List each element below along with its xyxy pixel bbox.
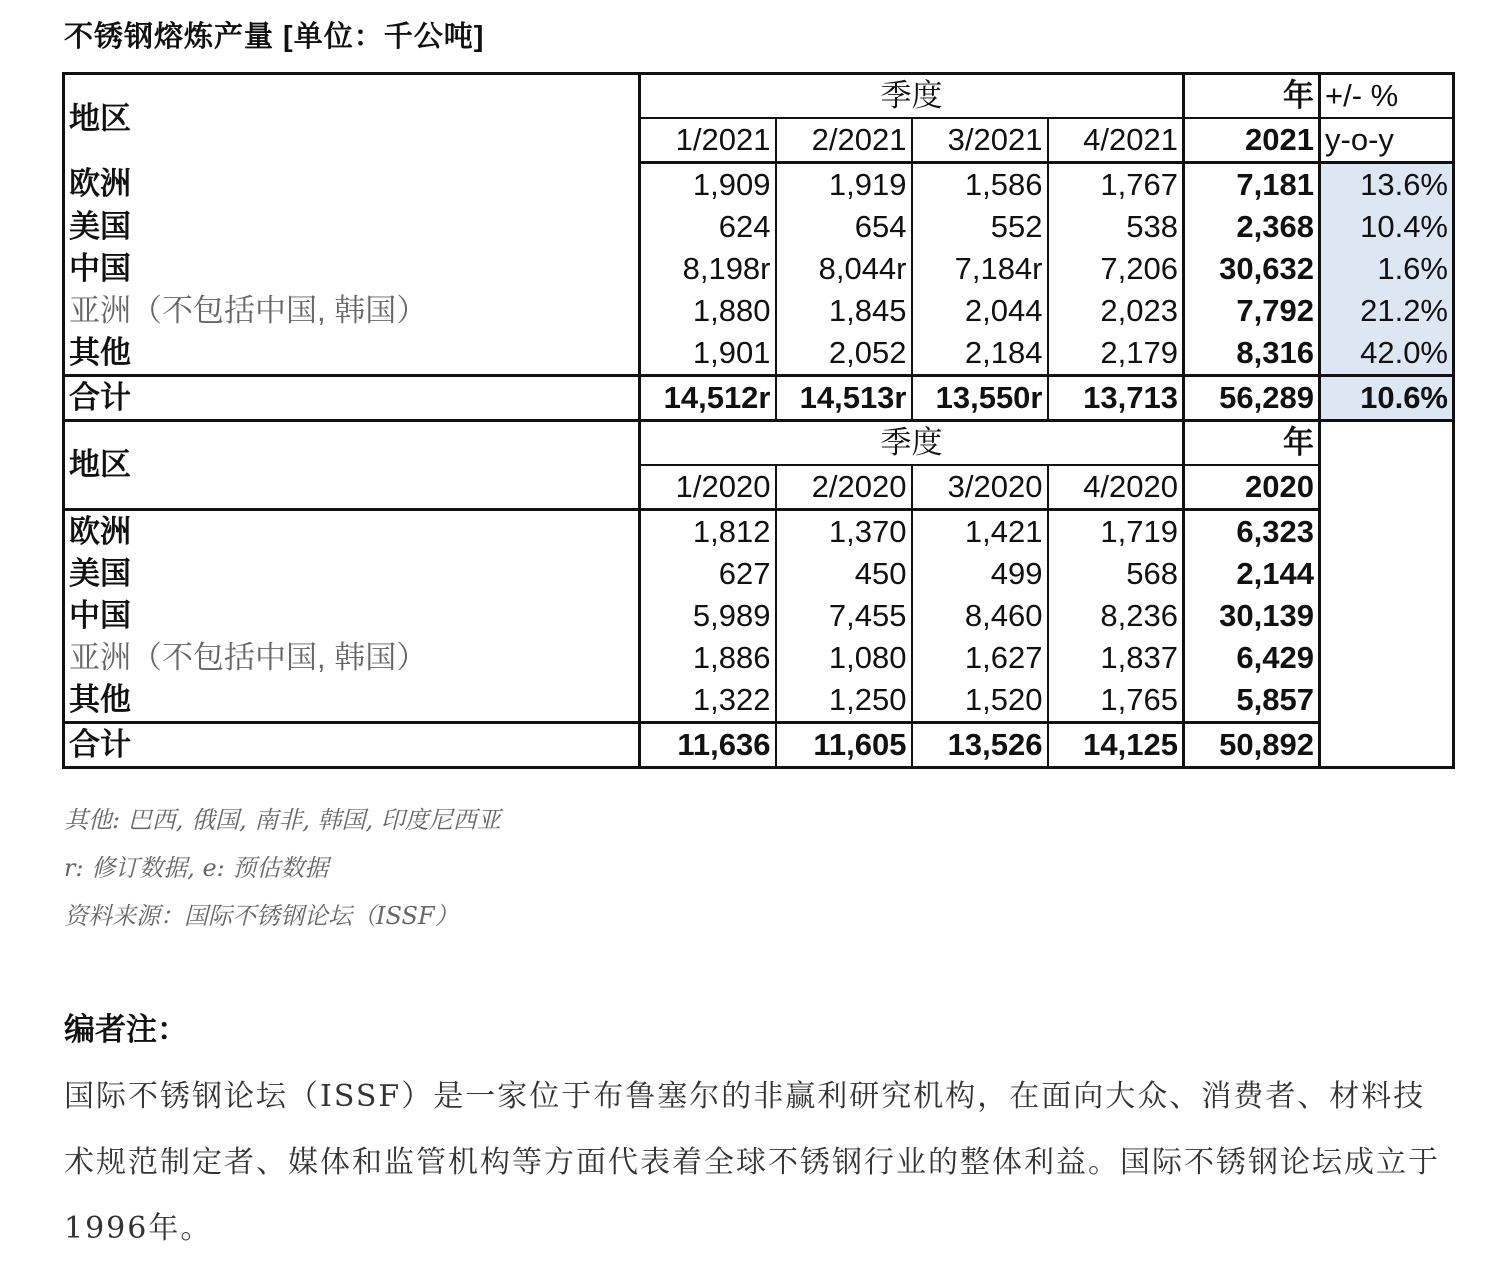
- value-cell: 8,198r: [640, 248, 776, 290]
- table-title: 不锈钢熔炼产量 [单位：千公吨]: [64, 21, 485, 53]
- value-cell: 654: [776, 206, 912, 248]
- year-total-cell: 7,181: [1184, 163, 1320, 207]
- value-cell: 7,184r: [912, 248, 1048, 290]
- footnotes: [64, 796, 501, 940]
- region-label: 中国: [64, 595, 640, 637]
- table-row: [64, 248, 1454, 290]
- quarter-header-2021: 季度: [640, 74, 1184, 119]
- year-total-cell: 50,892: [1184, 723, 1320, 768]
- region-label: 其他: [64, 679, 640, 723]
- year-total-cell: 2,144: [1184, 553, 1320, 595]
- value-cell: 1,250: [776, 679, 912, 723]
- year-label-2020: 2020: [1184, 465, 1320, 510]
- total-cell: 11,636: [640, 723, 776, 768]
- total-cell: 13,713: [1048, 376, 1184, 421]
- year-label-2021: 2021: [1184, 118, 1320, 163]
- editor-note-title: 编者注：: [64, 1012, 188, 1047]
- pct-cell: 42.0%: [1320, 332, 1454, 376]
- value-cell: 1,901: [640, 332, 776, 376]
- table-row: [64, 553, 1454, 595]
- total-label: 合计: [64, 376, 640, 421]
- value-cell: 2,179: [1048, 332, 1184, 376]
- quarter-label: 3/2020: [912, 465, 1048, 510]
- year-total-cell: 7,792: [1184, 290, 1320, 332]
- value-cell: 627: [640, 553, 776, 595]
- value-cell: 1,322: [640, 679, 776, 723]
- pct-cell: 10.4%: [1320, 206, 1454, 248]
- quarter-label: 2/2021: [776, 118, 912, 163]
- value-cell: 450: [776, 553, 912, 595]
- value-cell: 1,765: [1048, 679, 1184, 723]
- value-cell: 1,845: [776, 290, 912, 332]
- quarter-label: 3/2021: [912, 118, 1048, 163]
- value-cell: 1,719: [1048, 510, 1184, 554]
- value-cell: 499: [912, 553, 1048, 595]
- value-cell: 8,236: [1048, 595, 1184, 637]
- total-cell: 14,125: [1048, 723, 1184, 768]
- pct-cell: 13.6%: [1320, 163, 1454, 207]
- region-label: 美国: [64, 553, 640, 595]
- table-row: [64, 332, 1454, 376]
- quarter-label: 2/2020: [776, 465, 912, 510]
- table-row: [64, 595, 1454, 637]
- region-label: 欧洲: [64, 163, 640, 207]
- year-total-cell: 30,139: [1184, 595, 1320, 637]
- value-cell: 1,919: [776, 163, 912, 207]
- pct-header: +/- %: [1320, 74, 1454, 119]
- value-cell: 8,460: [912, 595, 1048, 637]
- footnote-source: 资料来源：国际不锈钢论坛（ISSF）: [64, 902, 459, 930]
- year-header-2020: 年: [1184, 421, 1320, 466]
- value-cell: 2,184: [912, 332, 1048, 376]
- pct-cell: 1.6%: [1320, 248, 1454, 290]
- table-row: [64, 637, 1454, 679]
- region-label: 亚洲（不包括中国, 韩国）: [64, 290, 640, 332]
- year-total-cell: 6,429: [1184, 637, 1320, 679]
- value-cell: 2,023: [1048, 290, 1184, 332]
- value-cell: 538: [1048, 206, 1184, 248]
- value-cell: 1,812: [640, 510, 776, 554]
- production-table: [62, 72, 1455, 769]
- value-cell: 1,080: [776, 637, 912, 679]
- total-cell: 14,512r: [640, 376, 776, 421]
- table-row: [64, 510, 1454, 554]
- pct-cell: 21.2%: [1320, 290, 1454, 332]
- quarter-label: 4/2020: [1048, 465, 1184, 510]
- value-cell: 7,455: [776, 595, 912, 637]
- region-label: 中国: [64, 248, 640, 290]
- value-cell: 1,627: [912, 637, 1048, 679]
- table-row: [64, 163, 1454, 207]
- year-total-cell: 8,316: [1184, 332, 1320, 376]
- total-label: 合计: [64, 723, 640, 768]
- region-label: 美国: [64, 206, 640, 248]
- value-cell: 7,206: [1048, 248, 1184, 290]
- quarter-label: 1/2021: [640, 118, 776, 163]
- value-cell: 1,586: [912, 163, 1048, 207]
- year-total-cell: 56,289: [1184, 376, 1320, 421]
- value-cell: 568: [1048, 553, 1184, 595]
- value-cell: 2,044: [912, 290, 1048, 332]
- table-row: [64, 206, 1454, 248]
- total-row: [64, 723, 1454, 768]
- value-cell: 1,520: [912, 679, 1048, 723]
- value-cell: 1,909: [640, 163, 776, 207]
- value-cell: 5,989: [640, 595, 776, 637]
- value-cell: 1,880: [640, 290, 776, 332]
- table-row: [64, 679, 1454, 723]
- value-cell: 1,886: [640, 637, 776, 679]
- empty-pct-column: [1320, 421, 1454, 768]
- year-total-cell: 2,368: [1184, 206, 1320, 248]
- pct-sub-header: y-o-y: [1320, 118, 1454, 163]
- quarter-header-2020: 季度: [640, 421, 1184, 466]
- pct-cell: 10.6%: [1320, 376, 1454, 421]
- year-total-cell: 6,323: [1184, 510, 1320, 554]
- year-total-cell: 30,632: [1184, 248, 1320, 290]
- quarter-label: 4/2021: [1048, 118, 1184, 163]
- value-cell: 552: [912, 206, 1048, 248]
- table-row: [64, 290, 1454, 332]
- value-cell: 1,837: [1048, 637, 1184, 679]
- editor-note-body: 国际不锈钢论坛（ISSF）是一家位于布鲁塞尔的非赢利研究机构，在面向大众、消费者、材料技术规范制定者、媒体和监管机构等方面代表着全球不锈钢行业的整体利益。国际不锈钢论坛成立于1996年。: [64, 1079, 1440, 1246]
- footnote-legend: r: 修订数据, e: 预估数据: [64, 854, 329, 882]
- total-cell: 14,513r: [776, 376, 912, 421]
- value-cell: 624: [640, 206, 776, 248]
- region-header-2021: 地区: [64, 74, 640, 163]
- value-cell: 1,421: [912, 510, 1048, 554]
- total-row: [64, 376, 1454, 421]
- footnote-others: 其他: 巴西, 俄国, 南非, 韩国, 印度尼西亚: [64, 806, 501, 834]
- total-cell: 11,605: [776, 723, 912, 768]
- quarter-label: 1/2020: [640, 465, 776, 510]
- value-cell: 1,370: [776, 510, 912, 554]
- region-label: 欧洲: [64, 510, 640, 554]
- value-cell: 1,767: [1048, 163, 1184, 207]
- year-header-2021: 年: [1184, 74, 1320, 119]
- total-cell: 13,526: [912, 723, 1048, 768]
- region-label: 其他: [64, 332, 640, 376]
- total-cell: 13,550r: [912, 376, 1048, 421]
- value-cell: 8,044r: [776, 248, 912, 290]
- year-total-cell: 5,857: [1184, 679, 1320, 723]
- region-header-2020: 地区: [64, 421, 640, 510]
- value-cell: 2,052: [776, 332, 912, 376]
- region-label: 亚洲（不包括中国, 韩国）: [64, 637, 640, 679]
